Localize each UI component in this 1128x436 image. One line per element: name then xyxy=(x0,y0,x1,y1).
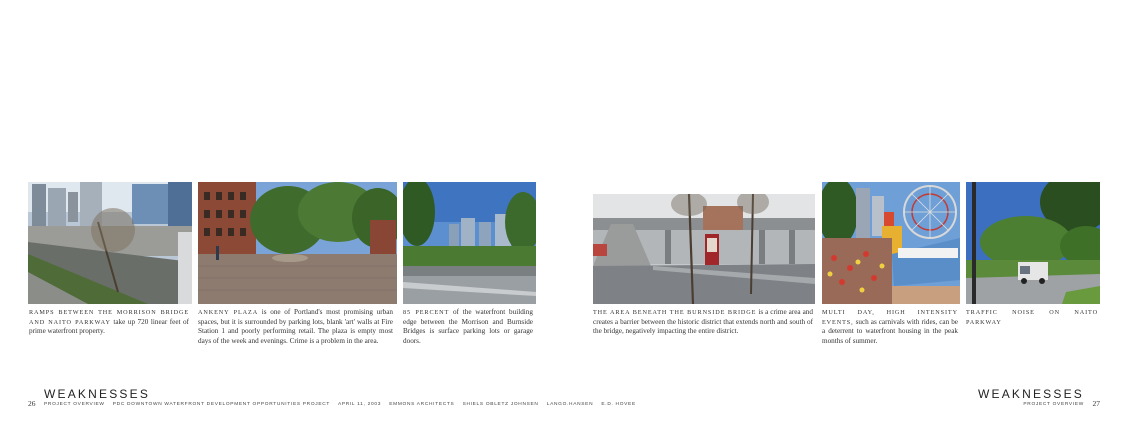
caption-carnival-events xyxy=(822,308,958,346)
photo-burnside-bridge-underpass xyxy=(593,194,815,304)
page-subtitle-right: PROJECT OVERVIEW xyxy=(1023,402,1084,407)
caption-burnside-bridge xyxy=(593,308,813,337)
page-title-left: WEAKNESSES xyxy=(44,387,151,401)
page-number-right: 27 xyxy=(1092,399,1100,408)
footer-item: LANGO.HANSEN xyxy=(546,402,594,407)
photo-morrison-bridge-ramps xyxy=(28,182,192,304)
caption-body: is one of Portland's most promising urban spaces, but it is surrounded by parking lots, blank 'art' walls at Fire Station 1 and poorly performing retail. The plaza is empty most days of the week and evenings. Crime is a problem in the area. xyxy=(198,308,393,345)
photo-ankeny-plaza xyxy=(198,182,397,304)
caption-lead: TRAFFIC NOISE ON NAITO PARKWAY xyxy=(966,309,1098,326)
caption-lead: ANKENY PLAZA xyxy=(198,309,259,316)
caption-morrison-ramps xyxy=(29,308,189,337)
photo-naito-parkway-traffic xyxy=(966,182,1100,304)
caption-lead: MULTI DAY, HIGH INTENSITY EVENTS, xyxy=(822,309,958,326)
footer-item: SHIELS OBLETZ JOHNSEN xyxy=(462,402,539,407)
footer-item: E.D. HOVEE xyxy=(601,402,636,407)
caption-lead: 85 PERCENT xyxy=(403,309,450,316)
footer-credits xyxy=(44,402,636,407)
page-number-left: 26 xyxy=(28,399,36,408)
footer-item: APRIL 11, 2003 xyxy=(337,402,382,407)
page-title-right: WEAKNESSES xyxy=(977,387,1084,401)
caption-lead: RAMPS BETWEEN THE MORRISON BRIDGE AND NAITO PARKWAY xyxy=(29,309,189,326)
footer-item: PDC DOWNTOWN WATERFRONT DEVELOPMENT OPPORTUNITIES PROJECT xyxy=(112,402,331,407)
caption-body: take up 720 linear feet of prime waterfront property. xyxy=(29,317,190,336)
caption-body: is a crime area and creates a barrier between the historic district that extends north and south of the bridge, negatively impacting the entire district. xyxy=(593,308,813,336)
caption-waterfront-edge xyxy=(403,308,533,346)
caption-ankeny-plaza xyxy=(198,308,393,346)
photo-carnival-event xyxy=(822,182,960,304)
photo-waterfront-parking xyxy=(403,182,536,304)
footer-item: PROJECT OVERVIEW xyxy=(44,402,105,407)
caption-body: of the waterfront building edge between the Morrison and Burnside Bridges is surface parking lots or garage doors. xyxy=(403,308,533,345)
footer-item: EMMONS ARCHITECTS xyxy=(389,402,455,407)
caption-traffic-noise xyxy=(966,308,1098,327)
caption-lead: THE AREA BENEATH THE BURNSIDE BRIDGE xyxy=(593,309,757,316)
caption-body: such as carnivals with rides, can be a deterrent to waterfront housing in the peak months of summer. xyxy=(822,317,958,345)
